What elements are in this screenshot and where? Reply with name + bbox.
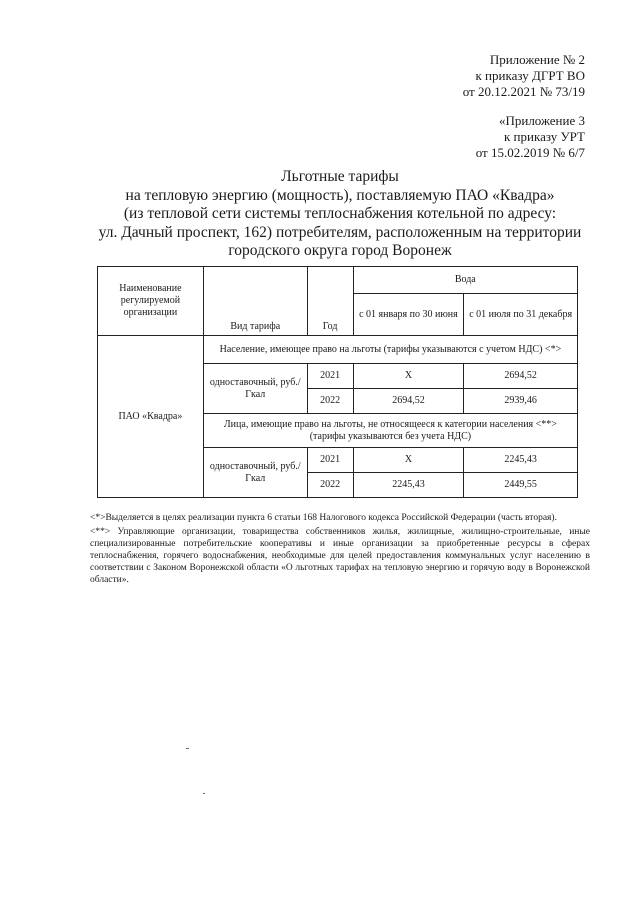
organization-cell: ПАО «Квадра» (98, 336, 204, 498)
tariff-table (97, 266, 578, 498)
year-cell: 2022 (307, 389, 353, 414)
appendix-2-header (463, 52, 585, 100)
appendix-2-line: Приложение № 2 (489, 52, 585, 67)
scan-mark (186, 748, 189, 749)
footnotes (90, 512, 590, 588)
header-year: Год (307, 267, 353, 336)
tariff-type-cell: одноставочный, руб./Гкал (203, 364, 307, 414)
value-cell: 2245,43 (464, 448, 578, 473)
value-cell: 2245,43 (353, 473, 464, 498)
section-heading: Население, имеющее право на льготы (тарифы указываются с учетом НДС) <*> (203, 336, 577, 364)
footnote: <*>Выделяется в целях реализации пункта 6 статьи 168 Налогового кодекса Российской Федерации (часть вторая). (90, 513, 557, 523)
year-cell: 2021 (307, 448, 353, 473)
header-period-1: с 01 января по 30 июня (353, 294, 464, 336)
title-line: на тепловую энергию (мощность), поставляемую ПАО «Квадра» (125, 186, 555, 204)
value-cell: 2694,52 (353, 389, 464, 414)
header-tariff-type: Вид тарифа (203, 267, 307, 336)
title-line: городского округа город Воронеж (228, 242, 452, 259)
document-title (60, 168, 620, 261)
tariff-type-cell: одноставочный, руб./Гкал (203, 448, 307, 498)
section-heading: Лица, имеющие право на льготы, не относящееся к категории населения <**> (тарифы указываются без учета НДС) (203, 414, 577, 448)
appendix-3-line: «Приложение 3 (498, 113, 585, 128)
year-cell: 2021 (307, 364, 353, 389)
title-line: Льготные тарифы (281, 168, 399, 185)
value-cell: 2449,55 (464, 473, 578, 498)
appendix-3-header (476, 113, 585, 161)
appendix-2-line: к приказу ДГРТ ВО (475, 68, 585, 83)
appendix-3-line: от 15.02.2019 № 6/7 (475, 145, 585, 160)
appendix-2-line: от 20.12.2021 № 73/19 (462, 84, 585, 99)
title-line: ул. Дачный проспект, 162) потребителям, расположенным на территории (98, 223, 582, 241)
scan-mark (203, 793, 205, 794)
value-cell: 2939,46 (464, 389, 578, 414)
value-cell: 2694,52 (464, 364, 578, 389)
header-organization: Наименование регулируемой организации (98, 267, 204, 336)
appendix-3-line: к приказу УРТ (503, 129, 585, 144)
header-period-2: с 01 июля по 31 декабря (464, 294, 578, 336)
title-line: (из тепловой сети системы теплоснабжения котельной по адресу: (123, 205, 557, 222)
header-water: Вода (353, 267, 577, 294)
value-cell: Х (353, 448, 464, 473)
footnote: <**> Управляющие организации, товарищества собственников жилья, жилищные, жилищно-строительные, иные специализированные потребительские кооперативы и иные организации за приобретенные ресурсы в сферах теплоснабжения, горячего водоснабжения, необходимые для целей предоставления коммунальных услуг населению в соответствии с Законом Воронежской области «О льготных тарифах на тепловую энергию и горячую воду в Воронежской области». (90, 527, 590, 585)
year-cell: 2022 (307, 473, 353, 498)
value-cell: Х (353, 364, 464, 389)
